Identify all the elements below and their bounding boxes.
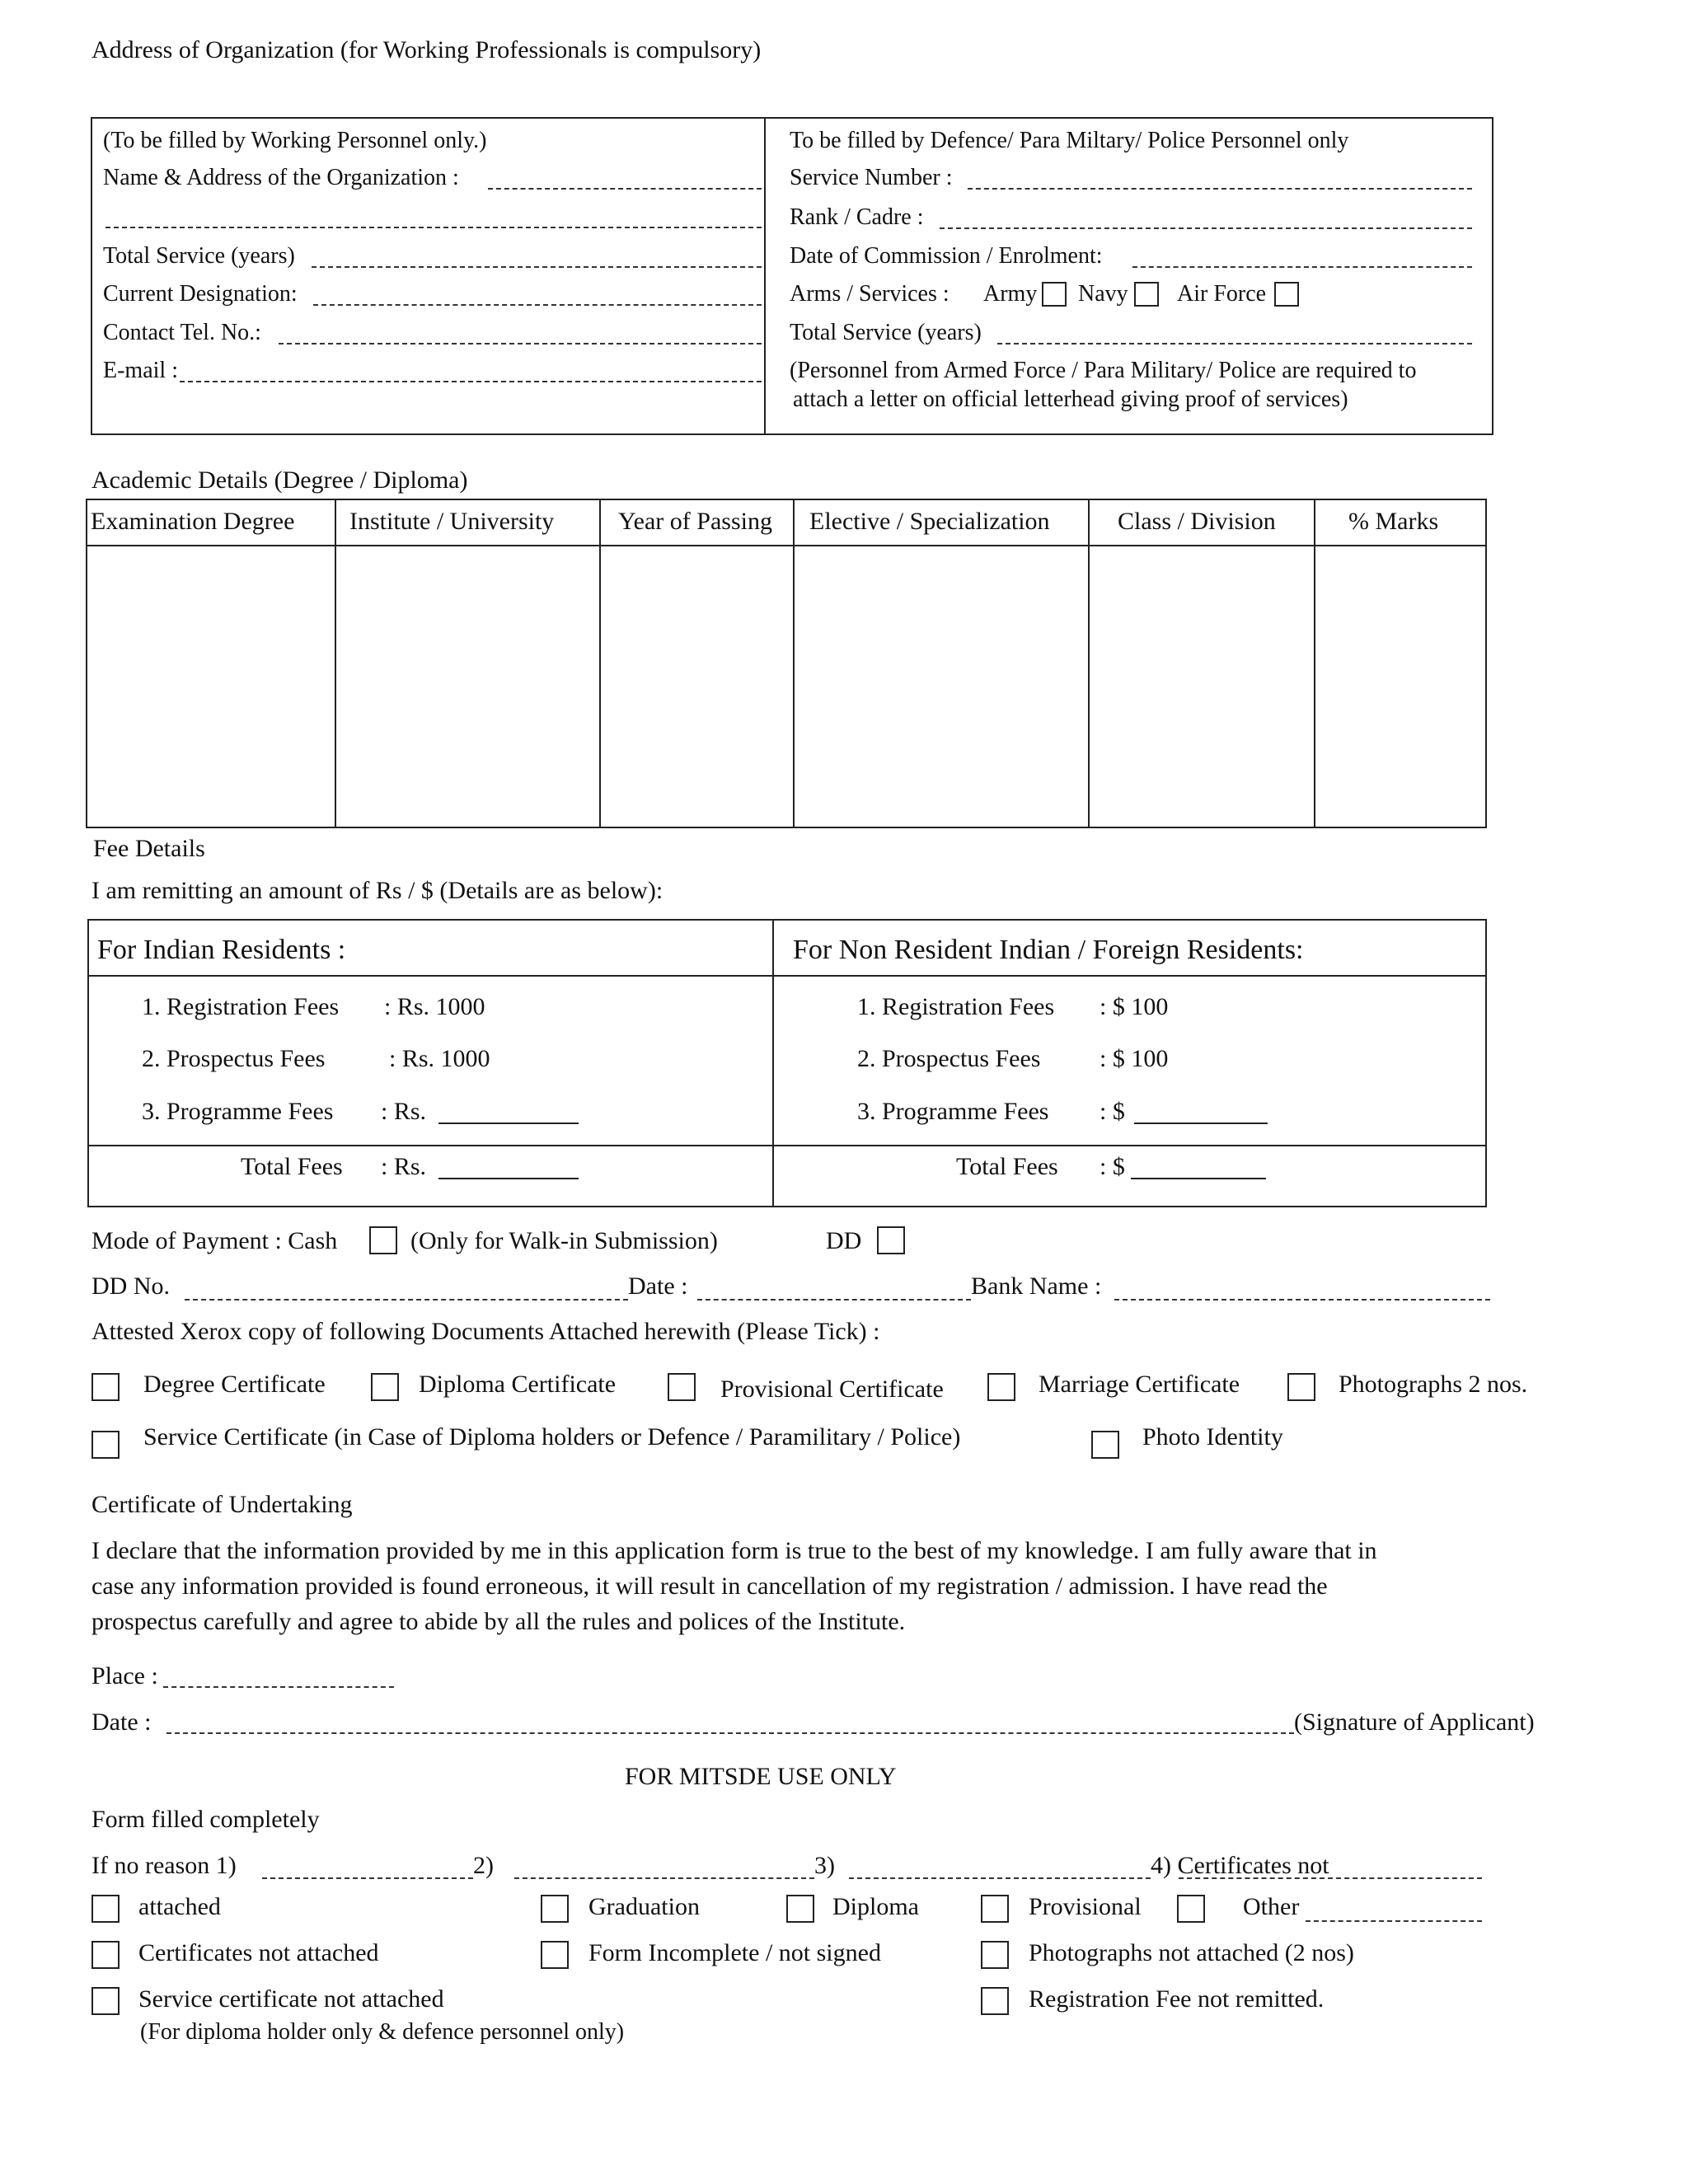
fee-table-divider	[772, 919, 774, 1206]
academic-title: Academic Details (Degree / Diploma)	[91, 466, 468, 494]
service-cert-note: (For diploma holder only & defence personnel only)	[140, 2019, 625, 2045]
walkin-note: (Only for Walk-in Submission)	[410, 1227, 718, 1254]
diploma-cert-checkbox[interactable]	[371, 1373, 399, 1401]
bank-name-label: Bank Name :	[971, 1272, 1102, 1300]
commission-label: Date of Commission / Enrolment:	[790, 243, 1103, 269]
graduation-checkbox[interactable]	[541, 1895, 569, 1923]
provisional-cert-checkbox[interactable]	[668, 1373, 696, 1401]
nri-registration-value: : $ 100	[1100, 993, 1169, 1020]
email-field[interactable]	[180, 381, 762, 382]
reason-4-field[interactable]	[1179, 1877, 1482, 1879]
photographs-label: Photographs 2 nos.	[1339, 1371, 1528, 1398]
navy-checkbox[interactable]	[1134, 282, 1159, 307]
column-header-year: Year of Passing	[618, 508, 772, 535]
service-cert-label: Service Certificate (in Case of Diploma holders or Defence / Paramilitary / Police)	[143, 1423, 961, 1451]
reason-1-field[interactable]	[262, 1877, 473, 1879]
indian-prospectus-value: : Rs. 1000	[389, 1045, 490, 1072]
certs-not-attached-checkbox[interactable]	[91, 1941, 120, 1969]
army-checkbox[interactable]	[1042, 282, 1067, 307]
designation-label: Current Designation:	[103, 281, 298, 307]
form-incomplete-label: Form Incomplete / not signed	[588, 1939, 881, 1966]
degree-cert-label: Degree Certificate	[143, 1371, 326, 1398]
indian-programme-value: : Rs.	[381, 1098, 427, 1125]
indian-registration-label: 1. Registration Fees	[142, 993, 340, 1020]
reason-3-field[interactable]	[849, 1877, 1151, 1879]
office-use-title: FOR MITSDE USE ONLY	[625, 1763, 897, 1790]
place-label: Place :	[91, 1662, 158, 1690]
nri-total-field[interactable]	[1131, 1178, 1266, 1179]
nri-total-label: Total Fees	[956, 1153, 1058, 1180]
indian-programme-label: 3. Programme Fees	[142, 1098, 334, 1125]
undertaking-title: Certificate of Undertaking	[91, 1491, 353, 1518]
place-field[interactable]	[163, 1686, 394, 1688]
undertaking-text-line-1: I declare that the information provided by me in this application form is true to the best of my knowledge. I am fully aware that in	[91, 1537, 1377, 1564]
contact-field[interactable]	[279, 343, 762, 344]
fee-table-header-rule	[87, 975, 1485, 977]
other-label: Other	[1243, 1893, 1300, 1920]
reg-fee-checkbox[interactable]	[981, 1987, 1009, 2015]
navy-label: Navy	[1078, 281, 1128, 307]
fee-intro: I am remitting an amount of Rs / $ (Details are as below):	[91, 877, 663, 904]
indian-residents-heading: For Indian Residents :	[97, 935, 346, 965]
academic-col-divider	[1088, 499, 1090, 827]
dd-date-field[interactable]	[697, 1299, 971, 1301]
reason-2-label: 2)	[473, 1852, 494, 1879]
academic-col-divider	[335, 499, 336, 827]
column-header-elective: Elective / Specialization	[809, 508, 1050, 535]
reason-label: If no reason 1)	[91, 1852, 237, 1879]
organization-box-divider	[764, 117, 766, 434]
form-filled-label: Form filled completely	[91, 1806, 320, 1833]
nri-prospectus-value: : $ 100	[1100, 1045, 1169, 1072]
column-header-exam: Examination Degree	[91, 508, 295, 535]
reason-3-label: 3)	[814, 1852, 835, 1879]
commission-field[interactable]	[1132, 266, 1472, 268]
academic-col-divider	[793, 499, 795, 827]
indian-prospectus-label: 2. Prospectus Fees	[142, 1045, 326, 1072]
indian-total-field[interactable]	[438, 1178, 579, 1179]
reason-4-label: 4) Certificates not	[1151, 1852, 1329, 1879]
fee-table-total-rule	[87, 1145, 1485, 1146]
photos-not-attached-checkbox[interactable]	[981, 1941, 1009, 1969]
certs-not-attached-label: Certificates not attached	[138, 1939, 379, 1966]
undertaking-date-field[interactable]	[166, 1732, 1294, 1734]
contact-label: Contact Tel. No.:	[103, 320, 261, 345]
fee-details-title: Fee Details	[93, 835, 205, 862]
academic-header-rule	[86, 545, 1485, 546]
form-incomplete-checkbox[interactable]	[541, 1941, 569, 1969]
photo-identity-checkbox[interactable]	[1091, 1431, 1119, 1459]
marriage-cert-checkbox[interactable]	[987, 1373, 1015, 1401]
service-number-label: Service Number :	[790, 165, 953, 190]
office-diploma-label: Diploma	[832, 1893, 919, 1920]
bank-name-field[interactable]	[1114, 1299, 1490, 1301]
other-checkbox[interactable]	[1177, 1895, 1205, 1923]
office-diploma-checkbox[interactable]	[786, 1895, 814, 1923]
nri-registration-label: 1. Registration Fees	[857, 993, 1055, 1020]
rank-field[interactable]	[940, 227, 1472, 229]
office-provisional-label: Provisional	[1029, 1893, 1142, 1920]
degree-cert-checkbox[interactable]	[91, 1373, 120, 1401]
photographs-checkbox[interactable]	[1287, 1373, 1315, 1401]
payment-mode-label: Mode of Payment : Cash	[91, 1227, 338, 1254]
signature-label: (Signature of Applicant)	[1294, 1708, 1535, 1736]
academic-col-divider	[1314, 499, 1315, 827]
nri-prospectus-label: 2. Prospectus Fees	[857, 1045, 1041, 1072]
undertaking-text-line-2: case any information provided is found erroneous, it will result in cancellation of my registration / admission. I have read the	[91, 1572, 1328, 1600]
dd-label: DD	[826, 1227, 862, 1254]
proof-note-line-2: attach a letter on official letterhead giving proof of services)	[793, 387, 1348, 412]
army-label: Army	[983, 281, 1038, 307]
marriage-cert-label: Marriage Certificate	[1039, 1371, 1240, 1398]
working-personnel-note: (To be filled by Working Personnel only.)	[103, 128, 487, 153]
airforce-checkbox[interactable]	[1274, 282, 1299, 307]
designation-field[interactable]	[313, 304, 762, 306]
org-name-address-label: Name & Address of the Organization :	[103, 165, 459, 190]
dd-no-label: DD No.	[91, 1272, 170, 1300]
cash-checkbox[interactable]	[369, 1226, 397, 1254]
attached-label: attached	[138, 1893, 221, 1920]
diploma-cert-label: Diploma Certificate	[419, 1371, 617, 1398]
indian-programme-field[interactable]	[438, 1122, 579, 1124]
arms-services-label: Arms / Services :	[790, 281, 950, 307]
undertaking-text-line-3: prospectus carefully and agree to abide by all the rules and polices of the Institute.	[91, 1608, 906, 1635]
proof-note-line-1: (Personnel from Armed Force / Para Military/ Police are required to	[790, 358, 1417, 383]
dd-no-field[interactable]	[185, 1299, 628, 1301]
total-service-field[interactable]	[312, 266, 762, 268]
total-service-label: Total Service (years)	[103, 243, 295, 269]
defence-total-service-field[interactable]	[997, 343, 1472, 344]
undertaking-date-label: Date :	[91, 1708, 152, 1736]
documents-title: Attested Xerox copy of following Documents Attached herewith (Please Tick) :	[91, 1318, 880, 1345]
nri-total-value: : $	[1100, 1153, 1125, 1180]
nri-programme-value: : $	[1100, 1098, 1125, 1125]
nri-heading: For Non Resident Indian / Foreign Residents:	[793, 935, 1304, 965]
service-number-field[interactable]	[968, 188, 1472, 190]
indian-registration-value: : Rs. 1000	[384, 993, 485, 1020]
academic-col-divider	[599, 499, 601, 827]
attached-checkbox[interactable]	[91, 1895, 120, 1923]
address-heading: Address of Organization (for Working Professionals is compulsory)	[91, 36, 762, 63]
airforce-label: Air Force	[1177, 281, 1267, 307]
defence-personnel-note: To be filled by Defence/ Para Miltary/ Police Personnel only	[790, 128, 1349, 153]
indian-total-value: : Rs.	[381, 1153, 427, 1180]
graduation-label: Graduation	[588, 1893, 700, 1920]
indian-total-label: Total Fees	[241, 1153, 343, 1180]
org-name-address-field[interactable]	[488, 188, 762, 190]
defence-total-service-label: Total Service (years)	[790, 320, 982, 345]
other-field[interactable]	[1306, 1920, 1482, 1922]
service-cert-not-attached-label: Service certificate not attached	[138, 1985, 444, 2013]
org-address-field-2[interactable]	[106, 227, 762, 228]
nri-programme-field[interactable]	[1134, 1122, 1268, 1124]
column-header-institute: Institute / University	[349, 508, 555, 535]
dd-checkbox[interactable]	[877, 1226, 905, 1254]
service-cert-checkbox[interactable]	[91, 1431, 120, 1459]
nri-programme-label: 3. Programme Fees	[857, 1098, 1049, 1125]
reg-fee-label: Registration Fee not remitted.	[1029, 1985, 1325, 2013]
email-label: E-mail :	[103, 358, 178, 383]
office-provisional-checkbox[interactable]	[981, 1895, 1009, 1923]
column-header-marks: % Marks	[1348, 508, 1439, 535]
photo-identity-label: Photo Identity	[1142, 1423, 1283, 1451]
column-header-class: Class / Division	[1118, 508, 1276, 535]
photos-not-attached-label: Photographs not attached (2 nos)	[1029, 1939, 1354, 1966]
academic-table	[86, 499, 1487, 828]
rank-label: Rank / Cadre :	[790, 204, 924, 230]
service-cert-not-attached-checkbox[interactable]	[91, 1987, 120, 2015]
dd-date-label: Date :	[628, 1272, 688, 1300]
reason-2-field[interactable]	[514, 1877, 814, 1879]
provisional-cert-label: Provisional Certificate	[720, 1376, 944, 1403]
